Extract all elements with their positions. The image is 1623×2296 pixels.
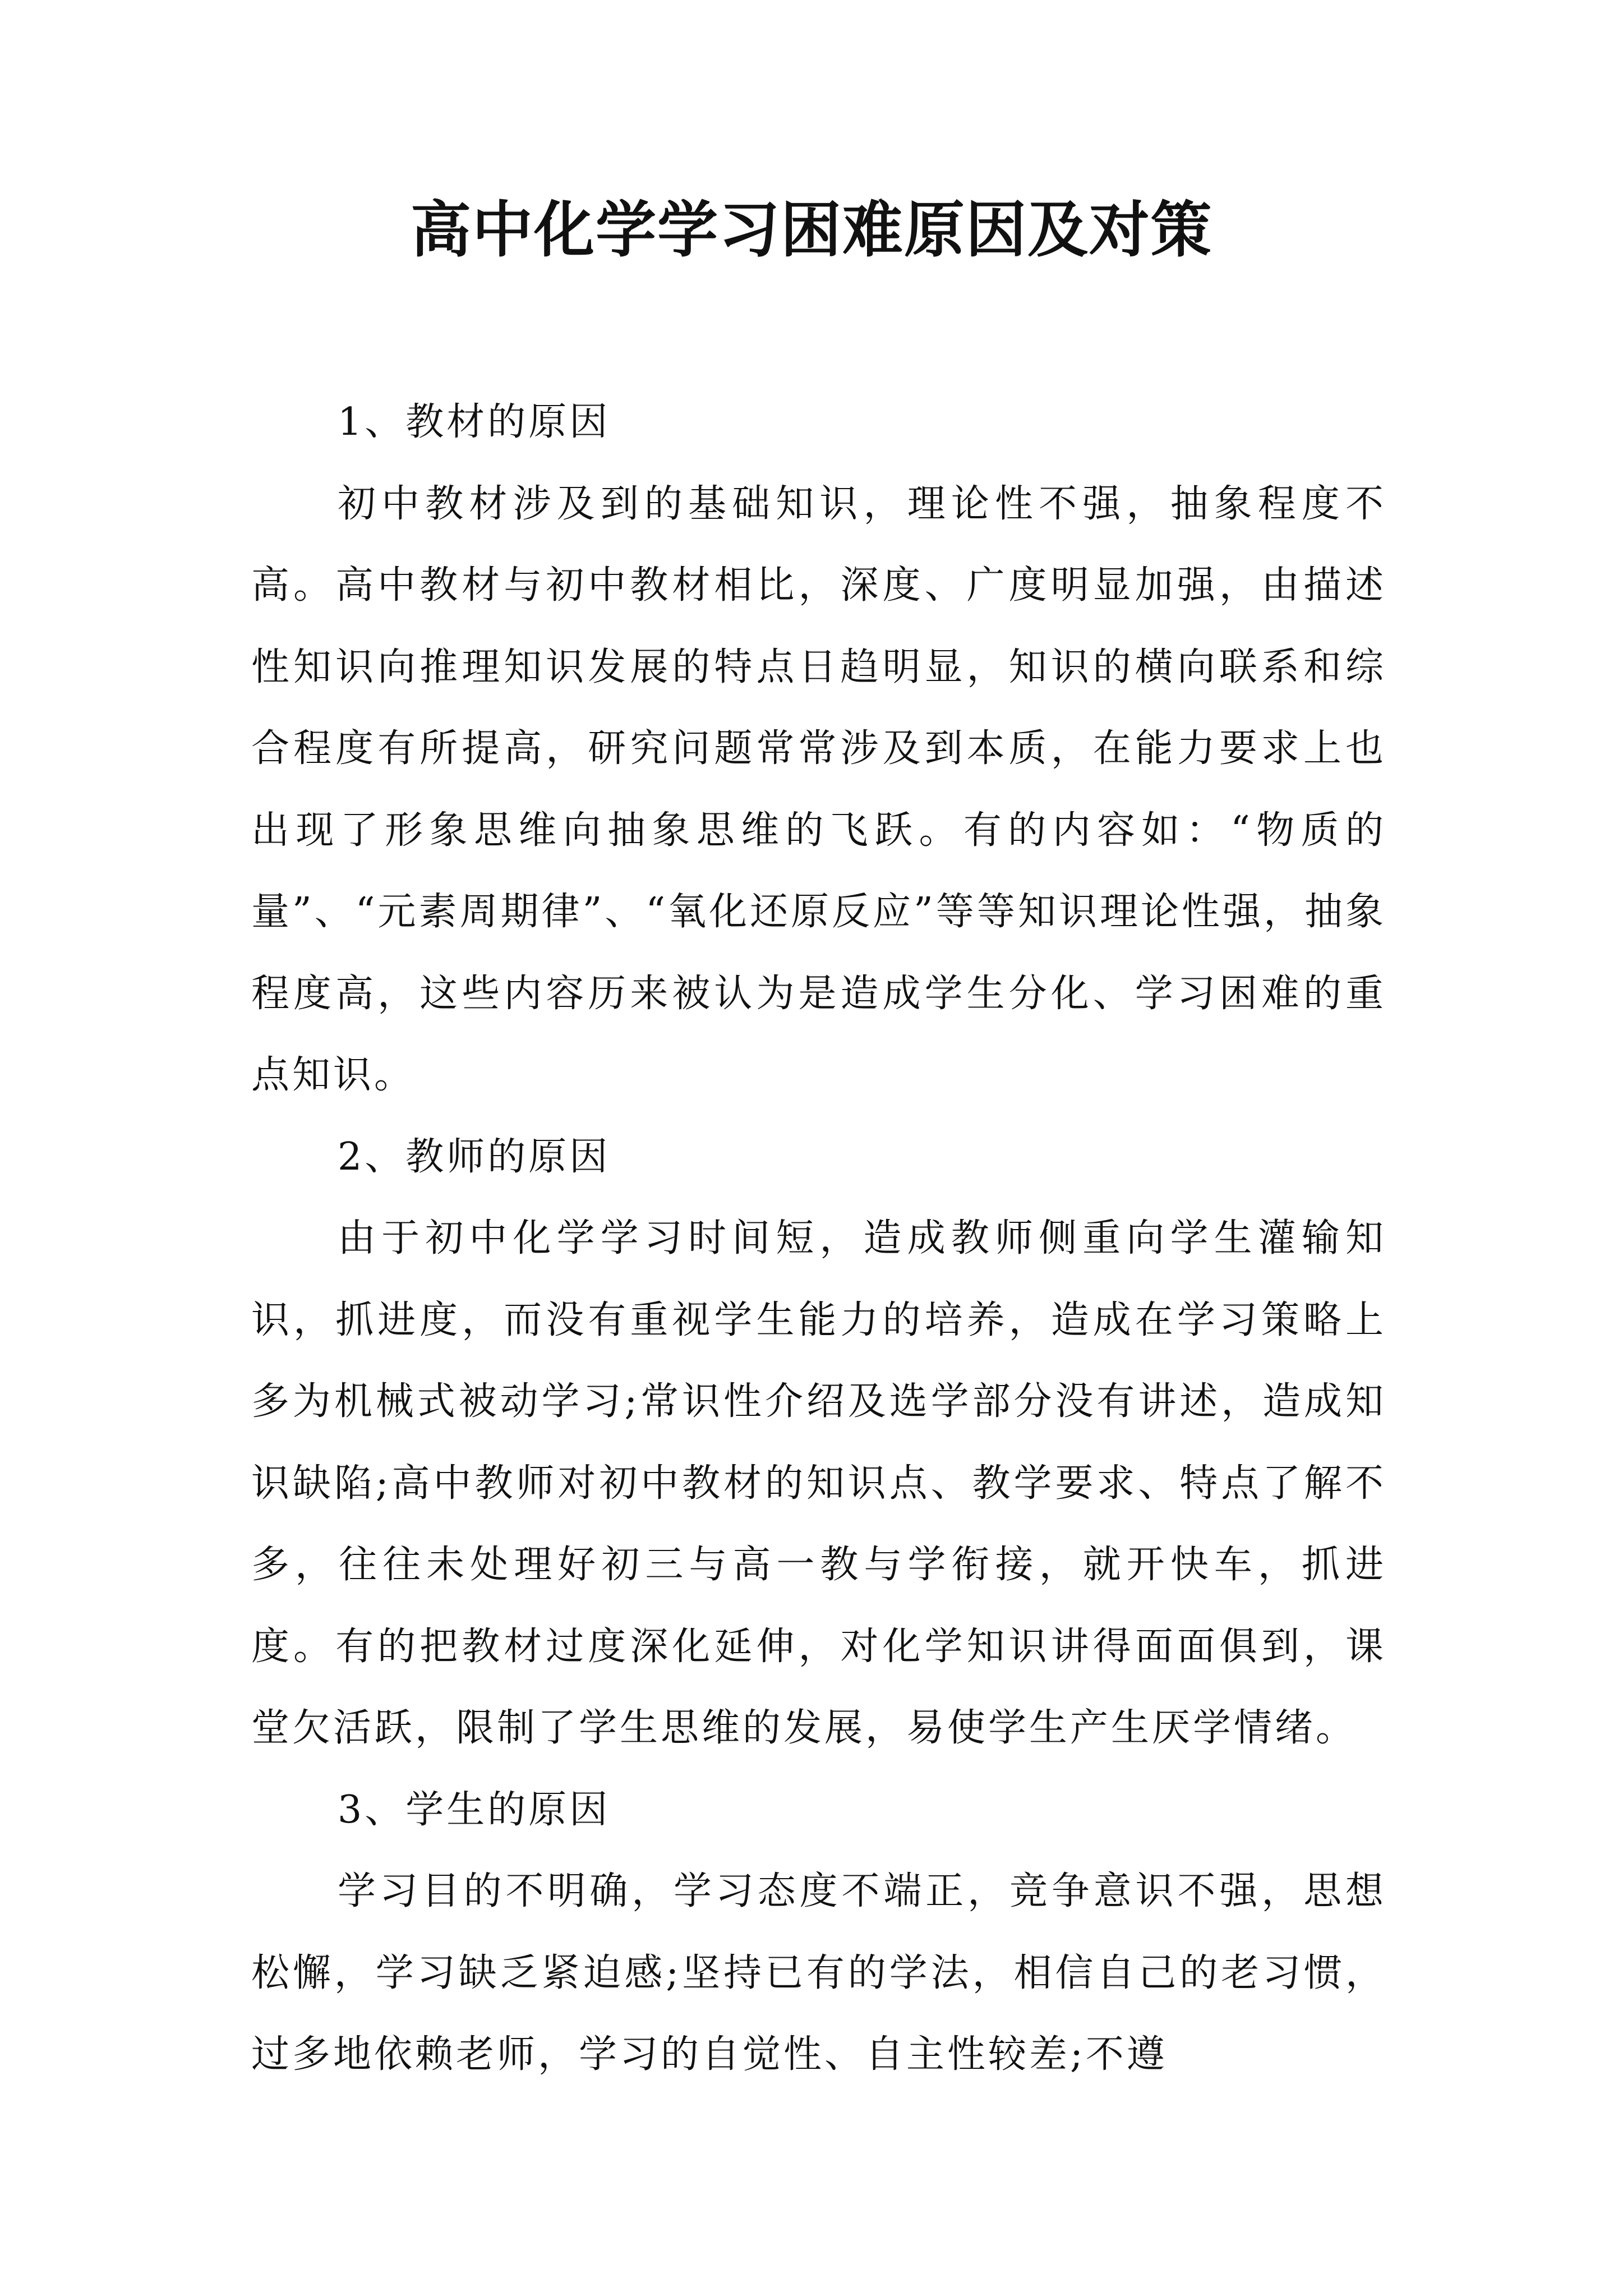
- section-paragraph-1: 初中教材涉及到的基础知识，理论性不强，抽象程度不高。高中教材与初中教材相比，深度、广度明显加强，由描述性知识向推理知识发展的特点日趋明显，知识的横向联系和综合程度有所提高，研究问题常常涉及到本质，在能力要求上也出现了形象思维向抽象思维的飞跃。有的内容如：“物质的量”、“元素周期律”、“氧化还原反应”等等知识理论性强，抽象程度高，这些内容历来被认为是造成学生分化、学习困难的重点知识。: [251, 481, 1386, 1097]
- section-paragraph-2: 由于初中化学学习时间短，造成教师侧重向学生灌输知识，抓进度，而没有重视学生能力的培养，造成在学习策略上多为机械式被动学习;常识性介绍及选学部分没有讲述，造成知识缺陷;高中教师对初中教材的知识点、教学要求、特点了解不多，往往未处理好初三与高一教与学衔接，就开快车，抓进度。有的把教材过度深化延伸，对化学知识讲得面面俱到，课堂欠活跃，限制了学生思维的发展，易使学生产生厌学情绪。: [251, 1216, 1386, 1750]
- document-title: 高中化学学习困难原因及对策: [410, 195, 1212, 265]
- section-heading-3: 3、学生的原因: [338, 1787, 611, 1832]
- section-heading-1: 1、教材的原因: [338, 400, 611, 444]
- section-heading-2: 2、教师的原因: [338, 1134, 611, 1179]
- document-body: [251, 381, 1386, 2096]
- section-paragraph-3: 学习目的不明确，学习态度不端正，竞争意识不强，思想松懈，学习缺乏紧迫感;坚持已有的学法，相信自己的老习惯，过多地依赖老师，学习的自觉性、自主性较差;不遵: [251, 1869, 1386, 2077]
